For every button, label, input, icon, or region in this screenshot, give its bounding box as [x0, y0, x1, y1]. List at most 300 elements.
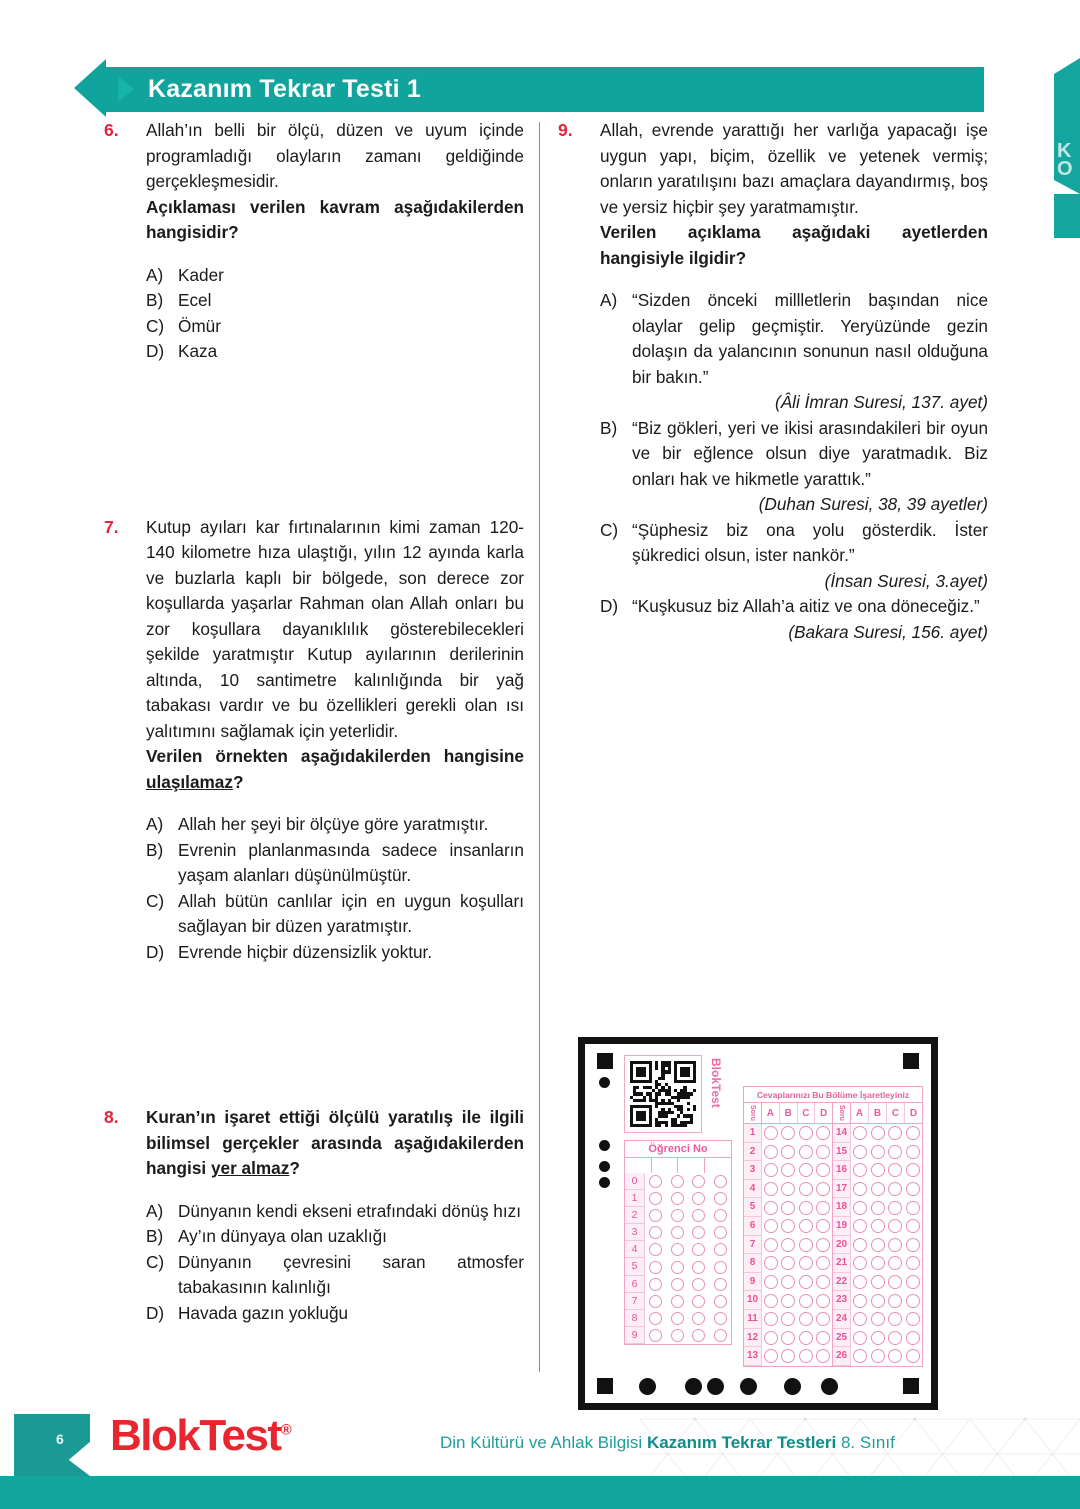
bubble[interactable] [649, 1278, 662, 1291]
option-c[interactable] [600, 518, 988, 595]
question-number-label: 19 [833, 1217, 851, 1236]
digit-label: 2 [625, 1207, 645, 1224]
bubble[interactable] [671, 1209, 684, 1222]
bubble-c[interactable] [799, 1331, 813, 1345]
chevron-right-icon [118, 76, 134, 102]
bubble-c[interactable] [799, 1256, 813, 1270]
bubble-c[interactable] [799, 1182, 813, 1196]
question-number-label: 24 [833, 1310, 851, 1329]
answer-row[interactable] [833, 1124, 922, 1143]
bubble[interactable] [692, 1278, 705, 1291]
answers-header-right [833, 1103, 922, 1124]
answer-row[interactable] [833, 1161, 922, 1180]
answers-title: Cevaplarınızı Bu Bölüme İşaretleyiniz [744, 1087, 922, 1103]
bubble[interactable] [671, 1329, 684, 1342]
page-number: 6 [56, 1431, 64, 1447]
bubble[interactable] [714, 1175, 727, 1188]
bubble[interactable] [649, 1243, 662, 1256]
bubble-d[interactable] [906, 1126, 920, 1140]
option-text: Kader [178, 264, 224, 285]
answer-row[interactable] [744, 1291, 832, 1310]
digit-label: 4 [625, 1241, 645, 1258]
bubble-a[interactable] [764, 1256, 778, 1270]
bubble-c[interactable] [888, 1312, 902, 1326]
answer-row[interactable] [833, 1347, 922, 1366]
bubble[interactable] [692, 1175, 705, 1188]
bubble[interactable] [692, 1226, 705, 1239]
answer-row[interactable] [744, 1347, 832, 1366]
option-header-c: C [887, 1103, 905, 1123]
footer-text-pre: Din Kültürü ve Ahlak Bilgisi [440, 1433, 647, 1452]
question-number-label: 26 [833, 1347, 851, 1366]
bubble-d[interactable] [906, 1331, 920, 1345]
bubble-c[interactable] [799, 1201, 813, 1215]
bubble-d[interactable] [906, 1219, 920, 1233]
answer-row[interactable] [744, 1236, 832, 1255]
bubble-d[interactable] [906, 1275, 920, 1289]
student-number-row[interactable] [625, 1258, 731, 1275]
question-7 [104, 515, 524, 966]
student-number-row[interactable] [625, 1190, 731, 1207]
prompt-post: ? [289, 1158, 300, 1178]
bubble-a[interactable] [853, 1349, 867, 1363]
bubble-a[interactable] [764, 1201, 778, 1215]
bubble-b[interactable] [871, 1312, 885, 1326]
bubble-c[interactable] [888, 1275, 902, 1289]
bubble-a[interactable] [764, 1219, 778, 1233]
bubble-c[interactable] [799, 1238, 813, 1252]
student-number-row[interactable] [625, 1224, 731, 1241]
bubble-b[interactable] [781, 1163, 795, 1177]
bubble-c[interactable] [799, 1126, 813, 1140]
bubble-d[interactable] [816, 1312, 830, 1326]
answer-row[interactable] [744, 1143, 832, 1162]
bubble[interactable] [692, 1243, 705, 1256]
side-tab-label: K O [1057, 140, 1072, 180]
bubble-d[interactable] [906, 1312, 920, 1326]
bubble[interactable] [671, 1295, 684, 1308]
bubble[interactable] [714, 1209, 727, 1222]
footer-subject-line [440, 1433, 895, 1453]
student-number-cell[interactable] [705, 1158, 732, 1173]
bubble-b[interactable] [781, 1312, 795, 1326]
option-a[interactable] [600, 288, 988, 416]
option-d[interactable] [146, 339, 524, 365]
option-letter: B) [600, 417, 618, 438]
bubble-d[interactable] [816, 1163, 830, 1177]
answer-row[interactable] [744, 1254, 832, 1273]
bubble-b[interactable] [781, 1349, 795, 1363]
soru-label: Soru [744, 1103, 762, 1123]
bubble-a[interactable] [764, 1238, 778, 1252]
bubble-b[interactable] [871, 1145, 885, 1159]
page-title: Kazanım Tekrar Testi 1 [148, 75, 422, 103]
bubble-a[interactable] [853, 1256, 867, 1270]
option-text: Dünyanın çevresini saran atmosfer tabakasının kalınlığı [178, 1251, 524, 1297]
digit-label: 1 [625, 1190, 645, 1207]
qr-code [624, 1055, 702, 1133]
question-prompt: Verilen açıklama aşağıdaki ayetlerden hangisiyle ilgidir? [600, 222, 988, 268]
timing-dot [784, 1378, 801, 1395]
bubble-b[interactable] [871, 1331, 885, 1345]
bubble-d[interactable] [816, 1182, 830, 1196]
option-letter: B) [146, 839, 164, 860]
bubble-c[interactable] [799, 1275, 813, 1289]
bubble-c[interactable] [799, 1163, 813, 1177]
bubble[interactable] [649, 1209, 662, 1222]
option-b[interactable] [146, 1224, 524, 1250]
student-number-row[interactable] [625, 1310, 731, 1327]
bubble-b[interactable] [781, 1275, 795, 1289]
student-number-row[interactable] [625, 1327, 731, 1344]
question-number-label: 14 [833, 1124, 851, 1143]
bubble-b[interactable] [871, 1238, 885, 1252]
bubble[interactable] [671, 1226, 684, 1239]
answer-row[interactable] [744, 1217, 832, 1236]
bubble-c[interactable] [799, 1294, 813, 1308]
answer-row[interactable] [833, 1217, 922, 1236]
bubble[interactable] [714, 1192, 727, 1205]
option-text: “Sizden önceki millletlerin başından nice olaylar gelip geçmiştir. Yeryüzünde gezin dolaşın da yalancının sonunun nasıl olduğuna bir bakın.” [632, 290, 988, 387]
registration-mark-bottom-right [903, 1378, 919, 1394]
option-a[interactable] [146, 1199, 524, 1225]
bubble-d[interactable] [816, 1349, 830, 1363]
question-stem: Kutup ayıları kar fırtınalarının kimi zaman 120-140 kilometre hıza ulaştığı, yılın 12 ayında karla ve buzlarla kaplı bir bölgede, son derece zor koşullarda yaşarlar Rahman olan Allah onları bu zor koşullara dayanıklılık gösterebilecekleri şekilde yaratmıştır Kutup ayılarının derilerinin altında, 10 santimetre kalınlığında bir yağ tabakası vardır ve bu özellikleri gerekli olan ısı yalıtımını sağlamak için yeterlidir. [146, 516, 524, 741]
option-c[interactable] [146, 314, 524, 340]
timing-dot [599, 1140, 610, 1151]
bubble-d[interactable] [906, 1182, 920, 1196]
bubble-c[interactable] [888, 1182, 902, 1196]
brand-text: BlokTest [110, 1411, 281, 1460]
bubble-c[interactable] [799, 1312, 813, 1326]
bubble-d[interactable] [816, 1294, 830, 1308]
bubble-b[interactable] [871, 1294, 885, 1308]
bubble-b[interactable] [871, 1163, 885, 1177]
bubble[interactable] [692, 1209, 705, 1222]
student-number-row[interactable] [625, 1173, 731, 1190]
bubble[interactable] [671, 1192, 684, 1205]
bubble-d[interactable] [906, 1145, 920, 1159]
bubble[interactable] [692, 1312, 705, 1325]
bubble-a[interactable] [853, 1275, 867, 1289]
bubble-b[interactable] [871, 1126, 885, 1140]
bubble[interactable] [714, 1226, 727, 1239]
optical-answer-sheet[interactable] [578, 1037, 938, 1410]
option-d[interactable] [146, 1301, 524, 1327]
student-number-row[interactable] [625, 1241, 731, 1258]
question-number-label: 12 [744, 1329, 762, 1348]
bubble[interactable] [714, 1295, 727, 1308]
bubble-a[interactable] [853, 1331, 867, 1345]
question-number-label: 17 [833, 1180, 851, 1199]
bubble[interactable] [649, 1312, 662, 1325]
bubble-a[interactable] [853, 1312, 867, 1326]
answer-row[interactable] [833, 1254, 922, 1273]
options-list [146, 812, 524, 965]
bubble-c[interactable] [799, 1145, 813, 1159]
bubble-a[interactable] [853, 1126, 867, 1140]
bubble-d[interactable] [816, 1331, 830, 1345]
option-text: Dünyanın kendi ekseni etrafındaki dönüş hızı [178, 1200, 522, 1221]
bubble-d[interactable] [816, 1126, 830, 1140]
options-list [600, 288, 988, 645]
digit-label: 3 [625, 1224, 645, 1241]
bubble[interactable] [714, 1278, 727, 1291]
student-number-row[interactable] [625, 1276, 731, 1293]
digit-label: 5 [625, 1258, 645, 1275]
bubble-b[interactable] [871, 1256, 885, 1270]
bubble-c[interactable] [888, 1256, 902, 1270]
question-8 [104, 1105, 524, 1326]
answer-row[interactable] [833, 1329, 922, 1348]
bubble[interactable] [671, 1261, 684, 1274]
option-text: Havada gazın yokluğu [178, 1302, 349, 1323]
bubble-b[interactable] [871, 1182, 885, 1196]
question-number-label: 8 [744, 1254, 762, 1273]
digit-label: 6 [625, 1276, 645, 1293]
bubble-a[interactable] [764, 1294, 778, 1308]
bubble-b[interactable] [871, 1219, 885, 1233]
bubble-d[interactable] [906, 1163, 920, 1177]
bubble-d[interactable] [906, 1256, 920, 1270]
answer-row[interactable] [833, 1143, 922, 1162]
answer-row[interactable] [833, 1291, 922, 1310]
side-tab[interactable] [1054, 58, 1080, 238]
bubble-b[interactable] [781, 1294, 795, 1308]
bubble[interactable] [714, 1329, 727, 1342]
bubble-a[interactable] [853, 1182, 867, 1196]
timing-dot [740, 1378, 757, 1395]
option-header-c: C [798, 1103, 816, 1123]
student-number-row[interactable] [625, 1293, 731, 1310]
answers-column-left[interactable] [744, 1103, 833, 1366]
bubble-a[interactable] [853, 1201, 867, 1215]
option-letter: C) [146, 1251, 165, 1272]
answer-row[interactable] [744, 1329, 832, 1348]
question-stem: Allah, evrende yarattığı her varlığa yapacağı işe uygun yapı, biçim, özellik ve yetenek vermiş; onların yaratılışını bazı amaçlara dayandırmış, boş ve yersiz hiçbir şey yaratmamıştır. [600, 120, 988, 217]
bubble-d[interactable] [906, 1349, 920, 1363]
timing-dot [821, 1378, 838, 1395]
answers-column-right[interactable] [833, 1103, 922, 1366]
bubble-a[interactable] [853, 1145, 867, 1159]
answer-row[interactable] [744, 1273, 832, 1292]
student-number-row[interactable] [625, 1207, 731, 1224]
option-c[interactable] [146, 889, 524, 940]
bubble[interactable] [649, 1175, 662, 1188]
bubble-d[interactable] [816, 1219, 830, 1233]
bubble[interactable] [692, 1295, 705, 1308]
option-header-a: A [762, 1103, 780, 1123]
bubble-b[interactable] [781, 1201, 795, 1215]
bubble-d[interactable] [816, 1238, 830, 1252]
option-b[interactable] [146, 838, 524, 889]
bubble-c[interactable] [799, 1349, 813, 1363]
bubble-b[interactable] [781, 1256, 795, 1270]
bubble-b[interactable] [871, 1201, 885, 1215]
option-header-d: D [909, 1108, 918, 1119]
option-d[interactable] [146, 940, 524, 966]
bubble-a[interactable] [853, 1294, 867, 1308]
option-letter: C) [146, 890, 165, 911]
options-list [146, 1199, 524, 1327]
option-a[interactable] [146, 812, 524, 838]
digit-label: 8 [625, 1310, 645, 1327]
bubble[interactable] [714, 1261, 727, 1274]
bubble-c[interactable] [888, 1145, 902, 1159]
option-d[interactable] [600, 594, 988, 645]
bubble[interactable] [692, 1261, 705, 1274]
bubble[interactable] [649, 1261, 662, 1274]
question-prompt: Açıklaması verilen kavram aşağıdakilerden hangisidir? [146, 196, 524, 242]
bubble-c[interactable] [888, 1163, 902, 1177]
answer-row[interactable] [833, 1236, 922, 1255]
option-letter: D) [146, 341, 165, 361]
option-a[interactable] [146, 263, 524, 289]
digit-label: 7 [625, 1293, 645, 1310]
student-number-write-row[interactable] [625, 1158, 731, 1173]
option-letter: A) [146, 814, 164, 834]
bubble-d[interactable] [816, 1201, 830, 1215]
bubble[interactable] [649, 1192, 662, 1205]
bubble-b[interactable] [781, 1331, 795, 1345]
brand-logo [110, 1411, 290, 1461]
question-stem: Allah’ın belli bir ölçü, düzen ve uyum içinde programladığı olayların zamanı geldiğinde gerçekleşmesidir. [146, 120, 524, 191]
option-text: Ömür [178, 315, 221, 336]
bubble[interactable] [649, 1295, 662, 1308]
student-number-cell[interactable] [625, 1158, 652, 1173]
test-header [74, 67, 984, 112]
bubble-d[interactable] [816, 1256, 830, 1270]
bubble[interactable] [671, 1175, 684, 1188]
question-number-label: 4 [744, 1180, 762, 1199]
answers-block[interactable] [743, 1086, 923, 1367]
bubble-a[interactable] [853, 1238, 867, 1252]
prompt-underlined: yer almaz [210, 1158, 290, 1178]
bubble-a[interactable] [764, 1275, 778, 1289]
right-column [558, 118, 988, 645]
bubble-a[interactable] [764, 1163, 778, 1177]
question-number-label: 6 [744, 1217, 762, 1236]
answer-row[interactable] [744, 1180, 832, 1199]
answer-row[interactable] [833, 1273, 922, 1292]
option-text: Allah bütün canlılar için en uygun koşulları sağlayan bir düzen yaratmıştır. [178, 890, 524, 936]
question-prompt [146, 744, 524, 795]
question-number-label: 21 [833, 1254, 851, 1273]
bubble-c[interactable] [888, 1201, 902, 1215]
bubble-a[interactable] [853, 1163, 867, 1177]
option-b[interactable] [146, 288, 524, 314]
bubble-b[interactable] [871, 1275, 885, 1289]
bubble[interactable] [671, 1243, 684, 1256]
bubble[interactable] [692, 1329, 705, 1342]
option-header-d: D [820, 1108, 828, 1119]
prompt-pre: Kuran’ın işaret ettiği ölçülü yaratılış ile ilgili bilimsel gerçekler arasında aşağıdakilerden hangisi [146, 1107, 524, 1178]
bubble[interactable] [714, 1243, 727, 1256]
bubble[interactable] [671, 1312, 684, 1325]
footer-text-post: 8. Sınıf [836, 1433, 895, 1452]
bubble-c[interactable] [888, 1126, 902, 1140]
bubble-a[interactable] [764, 1126, 778, 1140]
option-text: “Şüphesiz biz ona yolu gösterdik. İster şükredici olsun, ister nankör.” [632, 519, 988, 565]
question-number-label: 2 [744, 1143, 762, 1162]
bubble[interactable] [649, 1329, 662, 1342]
student-number-bubbles[interactable] [625, 1173, 731, 1344]
bubble-b[interactable] [781, 1219, 795, 1233]
bubble-d[interactable] [906, 1294, 920, 1308]
question-number: 6. [104, 120, 119, 140]
bubble-b[interactable] [871, 1349, 885, 1363]
bubble[interactable] [649, 1226, 662, 1239]
option-text: Allah her şeyi bir ölçüye göre yaratmıştır. [178, 814, 489, 834]
bubble-d[interactable] [906, 1201, 920, 1215]
bubble-c[interactable] [888, 1238, 902, 1252]
timing-dot [599, 1077, 610, 1088]
registered-mark: ® [280, 1421, 291, 1439]
answer-row[interactable] [744, 1161, 832, 1180]
bubble-d[interactable] [816, 1145, 830, 1159]
question-number-label: 22 [833, 1273, 851, 1292]
bubble-a[interactable] [853, 1219, 867, 1233]
bubble-d[interactable] [906, 1238, 920, 1252]
bubble-a[interactable] [764, 1182, 778, 1196]
student-number-cell[interactable] [652, 1158, 679, 1173]
option-c[interactable] [146, 1250, 524, 1301]
bubble[interactable] [714, 1312, 727, 1325]
timing-dot [685, 1378, 702, 1395]
answer-row[interactable] [833, 1198, 922, 1217]
bubble[interactable] [692, 1192, 705, 1205]
option-letter: A) [146, 264, 164, 285]
bubble-c[interactable] [888, 1349, 902, 1363]
bubble-c[interactable] [799, 1219, 813, 1233]
option-text: “Biz gökleri, yeri ve ikisi arasındakileri bir oyun ve bir eğlence olsun diye yaratmadık. Biz onları hak ve hikmetle yarattık.” [632, 417, 988, 489]
answer-row[interactable] [744, 1124, 832, 1143]
answer-row[interactable] [833, 1310, 922, 1329]
option-letter: D) [600, 596, 619, 616]
bubble-c[interactable] [888, 1219, 902, 1233]
question-number-label: 11 [744, 1310, 762, 1329]
student-number-title: Öğrenci No [625, 1141, 731, 1158]
bubble-a[interactable] [764, 1349, 778, 1363]
answers-header-left [744, 1103, 832, 1124]
student-number-cell[interactable] [678, 1158, 705, 1173]
bubble-b[interactable] [781, 1145, 795, 1159]
header-arrow-icon [74, 59, 106, 117]
option-header-b: B [869, 1103, 887, 1123]
bubble-b[interactable] [781, 1238, 795, 1252]
bubble-a[interactable] [764, 1331, 778, 1345]
bubble-b[interactable] [781, 1182, 795, 1196]
answer-row[interactable] [744, 1198, 832, 1217]
question-number-label: 13 [744, 1347, 762, 1366]
answer-row[interactable] [833, 1180, 922, 1199]
answer-row[interactable] [744, 1310, 832, 1329]
bubble-b[interactable] [781, 1126, 795, 1140]
bubble-c[interactable] [888, 1294, 902, 1308]
registration-mark-bottom-left [597, 1378, 613, 1394]
bubble[interactable] [671, 1278, 684, 1291]
soru-label: Soru [833, 1103, 851, 1123]
student-number-block[interactable] [624, 1140, 732, 1345]
option-text: Ecel [178, 290, 212, 310]
bubble-c[interactable] [888, 1331, 902, 1345]
option-b[interactable] [600, 416, 988, 518]
bubble-a[interactable] [764, 1312, 778, 1326]
bubble-a[interactable] [764, 1145, 778, 1159]
question-number: 9. [558, 120, 573, 140]
option-letter: D) [146, 1302, 165, 1323]
bubble-d[interactable] [816, 1275, 830, 1289]
